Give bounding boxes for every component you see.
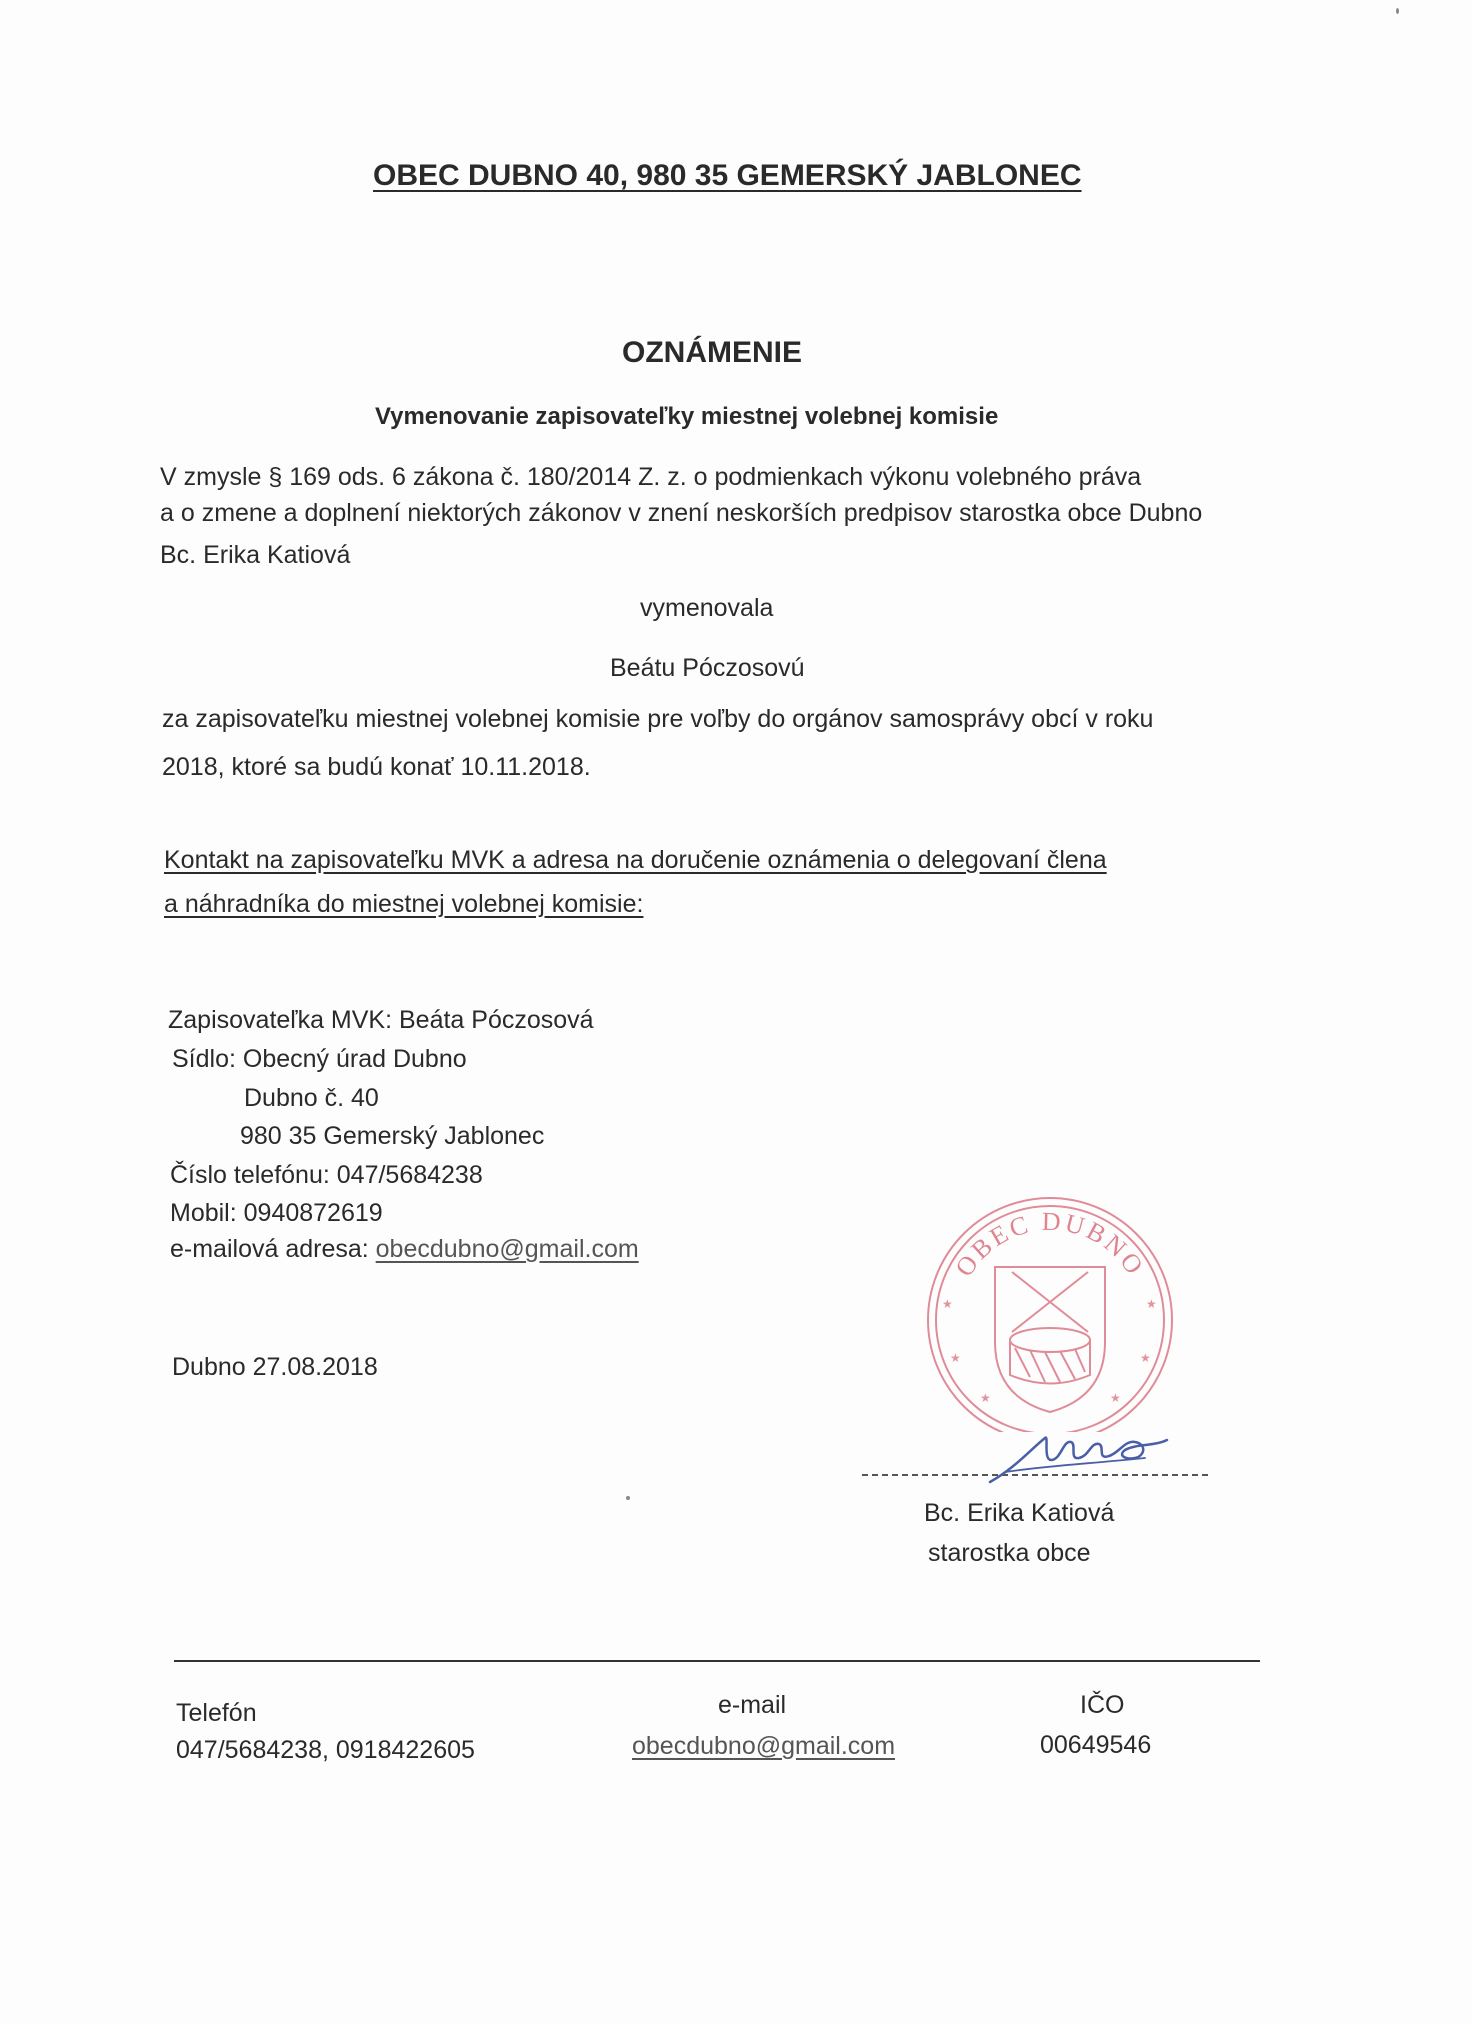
purpose-line-2: 2018, ktoré sa budú konať 10.11.2018.: [162, 753, 591, 781]
scan-speck: [626, 1496, 630, 1500]
appointee-name: Beátu Póczosovú: [610, 654, 805, 682]
email-label: e-mailová adresa:: [170, 1235, 376, 1263]
handwritten-signature: [985, 1420, 1175, 1490]
footer-divider: [174, 1660, 1260, 1662]
intro-line-2: a o zmene a doplnení niektorých zákonov v znení neskorších predpisov starostka obce Dubno: [160, 499, 1203, 527]
footer-email-label: e-mail: [718, 1691, 787, 1719]
scan-speck: [1396, 8, 1399, 14]
notice-subtitle: Vymenovanie zapisovateľky miestnej volebnej komisie: [375, 403, 999, 430]
footer-phone-label: Telefón: [176, 1699, 257, 1727]
purpose-line-1: za zapisovateľku miestnej volebnej komisie pre voľby do orgánov samosprávy obcí v roku: [162, 705, 1154, 733]
signatory-role: starostka obce: [928, 1539, 1091, 1567]
recorder-line: Zapisovateľka MVK: Beáta Póczosová: [168, 1006, 594, 1034]
svg-text:★: ★: [980, 1391, 991, 1405]
phone-line: Číslo telefónu: 047/5684238: [170, 1161, 483, 1189]
contact-heading-line-1: Kontakt na zapisovateľku MVK a adresa na doručenie oznámenia o delegovaní člena: [164, 846, 1107, 874]
address-line-1: Dubno č. 40: [244, 1084, 379, 1112]
notice-title: OZNÁMENIE: [622, 336, 802, 369]
contact-heading-line-2: a náhradníka do miestnej volebnej komisie:: [164, 890, 644, 918]
intro-line-3: Bc. Erika Katiová: [160, 541, 351, 569]
svg-text:★: ★: [1146, 1297, 1157, 1311]
mobile-line: Mobil: 0940872619: [170, 1199, 383, 1227]
email-link[interactable]: obecdubno@gmail.com: [375, 1235, 639, 1263]
footer-ico-label: IČO: [1080, 1691, 1125, 1719]
footer-ico-value: 00649546: [1040, 1731, 1152, 1759]
footer-email-link[interactable]: obecdubno@gmail.com: [632, 1732, 896, 1760]
address-line-2: 980 35 Gemerský Jablonec: [240, 1122, 545, 1150]
municipal-stamp: [920, 1192, 1180, 1432]
svg-text:★: ★: [950, 1351, 961, 1365]
footer-phone-value: 047/5684238, 0918422605: [176, 1736, 475, 1764]
intro-line-1: V zmysle § 169 ods. 6 zákona č. 180/2014 Z. z. o podmienkach výkonu volebného práva: [160, 463, 1142, 491]
stamp-text: OBEC DUBNO: [949, 1206, 1151, 1282]
signatory-name: Bc. Erika Katiová: [924, 1499, 1115, 1527]
seat-line: Sídlo: Obecný úrad Dubno: [172, 1045, 467, 1073]
email-line: [170, 1230, 639, 1269]
svg-text:★: ★: [942, 1297, 953, 1311]
org-heading: OBEC DUBNO 40, 980 35 GEMERSKÝ JABLONEC: [373, 159, 1082, 192]
date-line: Dubno 27.08.2018: [172, 1353, 378, 1381]
svg-text:★: ★: [1110, 1391, 1121, 1405]
svg-text:★: ★: [1140, 1351, 1151, 1365]
appointed-verb: vymenovala: [640, 594, 774, 622]
